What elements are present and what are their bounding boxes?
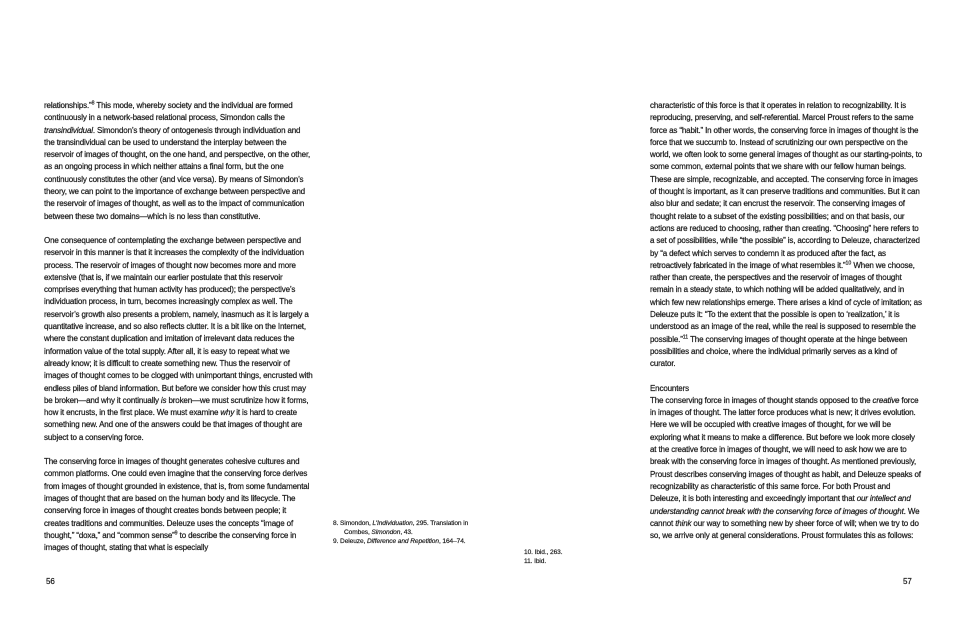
footnote-11 xyxy=(524,557,614,566)
left-page-paragraph-1: relationships.”$^8$ This mode, whereby society and the individual are formed continuously in a network-based relational process, Simondon calls the transindividual. Simondon’s theory of ontogenesis through individuation and the transindividual can be used to understand the interplay between the reservoir of images of thought, on the one hand, and perspective, on the other, as an ongoing process in which neither attains a final form, but the one continuously constitutes the other (and vice versa). By means of Simondon’s theory, we can point to the importance of exchange between perspective and the reservoir of images of thought, as well as to the impact of communication between these two domains—which is no less than constitutive. xyxy=(44,100,311,221)
footnote-number: 8. xyxy=(333,520,339,527)
footnote-10 xyxy=(524,548,614,557)
footnote-text: Simondon, L’Individuation, 295. Translation in Combes, Simondon, 43. xyxy=(340,520,469,537)
left-page-paragraph-3: The conserving force in images of thought generates cohesive cultures and common platforms. One could even imagine that the conserving force derives from images of thought grounded in existence, that is, from some fundamental images of thought that are based on the human body and its lifecycle. The conserving force in images of thought creates bonds between people; it creates traditions and communities. Deleuze uses the concepts “image of thought,” “doxa,” and “common sense”$^9$ to describe the conserving force in images of thought, stating that what is especially xyxy=(44,457,310,553)
footnote-8 xyxy=(333,519,473,537)
footnote-text: Ibid. xyxy=(534,558,547,566)
footnote-9 xyxy=(333,537,473,546)
footnote-number: 9. xyxy=(333,538,339,546)
left-page-text-column xyxy=(44,100,313,566)
footnote-number: 10. xyxy=(524,549,533,556)
left-page-paragraph-2: One consequence of contemplating the exchange between perspective and reservoir in this manner is that it increases the complexity of the individuation process. The reservoir of images of thought now becomes more and more extensive (that is, if we maintain our earlier postulate that this reservoir comprises everything that human activity has produced); the perspective’s individuation process, in turn, becomes increasingly complex as well. The reservoir’s growth also presents a problem, namely, inasmuch as it is largely a quantitative increase, and so also reflects clutter. It is a bit like on the Internet, where the constant duplication and imitation of irrelevant data reduces the information value of the total supply. After all, it is easy to repeat what we already know; it is difficult to create something new. Thus the reservoir of images of thought comes to be clogged with unimportant things, encrusted with endless piles of bland information. But before we consider how this crust may be broken—and why it continually is broken—we must scrutinize how it forms, how it encrusts, in the first place. We must examine why it is hard to create something new. And one of the answers could be that images of thought are subject to a conserving force. xyxy=(44,235,313,442)
right-page-text-column xyxy=(650,100,922,554)
section-heading-encounters: Encounters xyxy=(650,383,689,393)
right-page-number: 57 xyxy=(903,577,912,586)
right-page-paragraph-2: The conserving force in images of thought stands opposed to the creative force in images of thought. The latter force produces what is new; it drives evolution. Here we will be occupied with creative images of thought, for we will be exploring what it means to make a difference. But before we look more closely at the creative force in images of thought, we will need to ask how we are to break with the conserving force in images of thought. As mentioned previously, Proust describes conserving images of thought as habit, and Deleuze speaks of recognizability as characteristic of this same force. For both Proust and Deleuze, it is both interesting and exceedingly important that our intellect and understanding cannot break with the conserving force of images of thought. We cannot think our way to something new by sheer force of will; when we try to do so, we arrive only at general considerations. Proust formulates this as follows: xyxy=(650,395,921,541)
footnote-text: Ibid., 263. xyxy=(534,549,563,556)
left-page-number: 56 xyxy=(46,577,55,586)
footnote-column-2 xyxy=(524,548,614,566)
footnote-text: Deleuze, Difference and Repetition, 164–74. xyxy=(340,538,466,546)
footnote-column-1 xyxy=(333,519,473,547)
right-page-paragraph-1: characteristic of this force is that it operates in relation to recognizability. It is reproducing, preserving, and self-referential. Marcel Proust refers to the same force as “habit.” In other words, the conserving force in images of thought is the force that we succumb to. Instead of scrutinizing our own perspective on the world, we often look to some general images of thought as our starting-points, to some common, external points that we share with our fellow human beings. These are simple, recognizable, and accepted. The conserving force in images of thought is important, as it can preserve traditions and communities. But it can also blur and sedate; it can encrust the reservoir. The conserving images of thought relate to a subset of the existing possibilities; and on that basis, our actions are reduced to choosing, rather than creating. “Choosing” here refers to a set of possibilities, while “the possible” is, according to Deleuze, characterized by “a defect which serves to condemn it as produced after the fact, as retroactively fabricated in the image of what resembles it.”$^{10}$ When we choose, rather than create, the perspectives and the reservoir of images of thought remain in a steady state, to which nothing will be added qualitatively, and in which few new relationships emerge. There arises a kind of cycle of imitation; as Deleuze puts it: “To the extent that the possible is open to ‘realization,’ it is understood as an image of the real, while the real is supposed to resemble the possible.”$^{11}$ The conserving images of thought operate at the hinge between possibilities and choice, where the individual primarily serves as a kind of curator. xyxy=(650,101,923,369)
footnote-number: 11. xyxy=(524,558,533,566)
